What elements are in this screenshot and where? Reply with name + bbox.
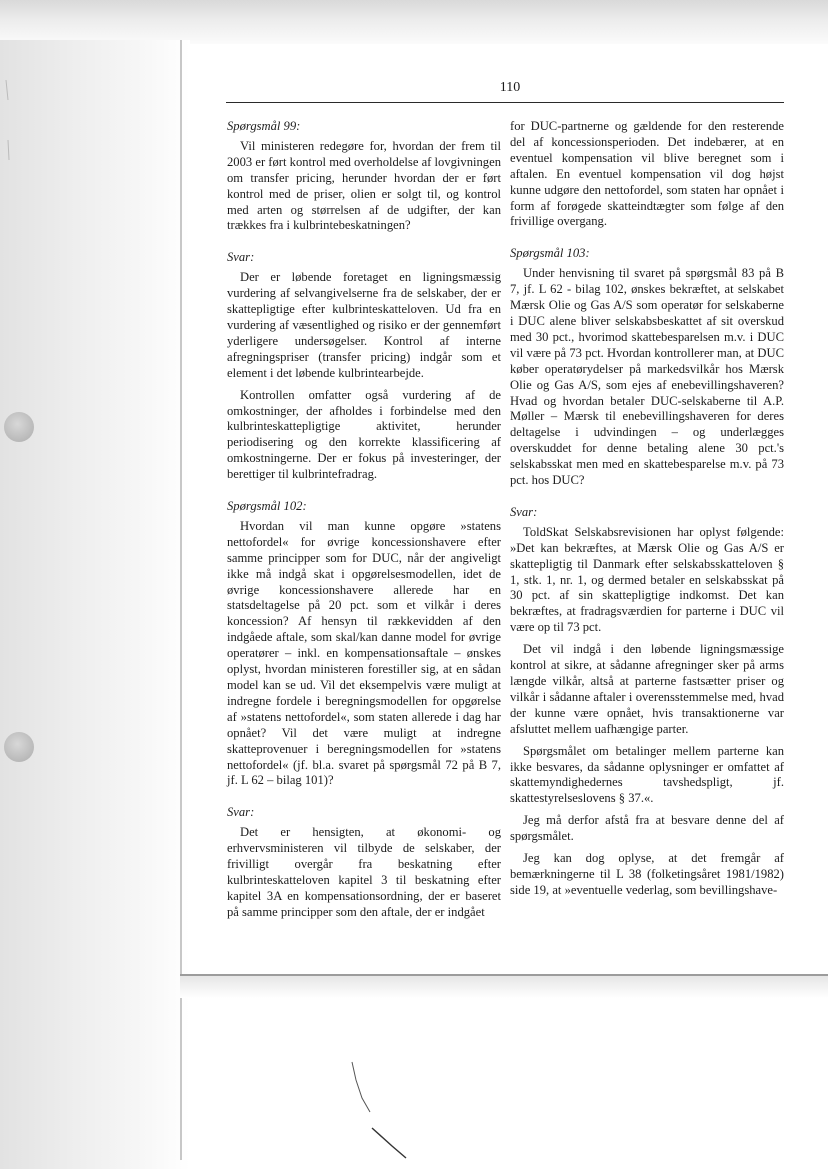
answer-103-paragraph-2: Det vil indgå i den løbende ligningsmæssige kontrol at sikre, at sådanne afregninger sker på arms længde vilkår, altså at parterne fastsætter priser og vilkår i sådanne aftaler i overensstemmelse med, hvad der kunne være opnået, hvis transaktionerne var afsluttet mellem uafhængige parter. bbox=[510, 642, 784, 736]
answer-103-paragraph-3: Spørgsmålet om betalinger mellem parterne kan ikke besvares, da sådanne oplysninger er omfattet af skattemyndighedernes tavshedspligt, jf. skattestyrelseslovens § 37.«. bbox=[510, 743, 784, 806]
answer-99-paragraph-1: Der er løbende foretaget en ligningsmæssig vurdering af selvangivelserne fra de selskaber, der er skattepligtige efter kulbrinteskatteloven. Ud fra en vurdering af væsentlighed og risiko er der gennemført yderligere undersøgelser. Kontrol af interne afregningspriser (transfer pricing) indgår som et element i det løbende kulbrintearbejde. bbox=[227, 270, 501, 380]
answer-102-paragraph-1: Det er hensigten, at økonomi- og erhvervsministeren vil tilbyde de selskaber, der frivilligt overgår fra beskatning efter kulbrinteskatteloven kapitel 3 til beskatning efter kapitel 3A en kompensationsordning, der er baseret på samme principper som den aftale, der er indgået bbox=[227, 825, 501, 919]
answer-103-paragraph-5: Jeg kan dog oplyse, at det fremgår af bemærkningerne til L 38 (folketingsåret 1981/1982) side 19, at »eventuelle vederlag, som bevillingshave- bbox=[510, 851, 784, 897]
page-number: 110 bbox=[499, 80, 521, 95]
answer-99-paragraph-2: Kontrollen omfatter også vurdering af de omkostninger, der afholdes i forbindelse med den kulbrinteskattepligtige aktivitet, herunder periodisering og den korrekte klassificering af omkostningerne. Der er fokus på investeringer, der berettiger til kulbrintefradrag. bbox=[227, 387, 501, 482]
question-102-text: Hvordan vil man kunne opgøre »statens nettofordel« for øvrige koncessionshavere efter samme principper som for DUC, når der angiveligt ikke må indgå skat i opgørelsesmodellen, idet de øvrige koncessionshavere allerede har en statsdeltagelse på 20 pct. som et vilkår i deres koncession? Af hensyn til rækkevidden af den indgåede aftale, som skal/kan danne model for øvrige operatører – inkl. en kompensationsaftale – ønskes oplyst, hvordan ministeren forestiller sig, at en sådan model kan se ud. Vil det eksempelvis være muligt at indregne fordele i beregningsmodellen for opgørelse af »statens nettofordel«, som staten allerede i dag har opnået? Vil det være muligt at indregne skatteprovenuer i beregningsmodellen for »statens nettofordel« (jf. bl.a. svaret på spørgsmål 72 på B 7, jf. L 62 – bilag 101)? bbox=[227, 518, 501, 788]
left-column bbox=[227, 119, 501, 927]
question-103-text: Under henvisning til svaret på spørgsmål 83 på B 7, jf. L 62 - bilag 102, ønskes bekræftet, at selskabet Mærsk Olie og Gas A/S som operatør for selskaberne i DUC alene bliver selskabsbeskattet af sit overskud med 30 pct., hvorimod skattebesparelsen m.v. i DUC vil være på 73 pct. Hvordan kontrollerer man, at DUC køber operatørydelser på markedsvilkår hos Mærsk Olie og Gas A/S, som ejes af enebevillingshaveren? Hvad og hvordan betaler DUC-selskaberne til A.P. Møller – Mærsk til enebevillingshaveren for deres deltagelse i udvindingen – og underlægges overskuddet for denne betaling alene 30 pct.'s selskabsskat men med en skattebesparelse m.v. på 73 pct. hos DUC? bbox=[510, 266, 784, 488]
question-102-label: Spørgsmål 102: bbox=[227, 499, 307, 514]
answer-103-label: Svar: bbox=[510, 504, 538, 519]
answer-103-paragraph-1: ToldSkat Selskabsrevisionen har oplyst følgende: »Det kan bekræftes, at Mærsk Olie og Gas A/S er skattepligtig til Danmark efter selskabsskatteloven § 1, stk. 1, nr. 1, og dermed betaler en selskabsskat på 30 pct. af sin skattepligtige indkomst. Det kan bekræftes, at fradragsværdien for parterne i DUC vil være op til 73 pct. bbox=[510, 524, 784, 635]
question-99-text: Vil ministeren redegøre for, hvordan der frem til 2003 er ført kontrol med overholdelse af lovgivningen om transfer pricing, herunder hvordan der er ført kontrol med de priser, olien er solgt til, og kontrol med arten og størrelsen af de udgifter, der kan trækkes fra i kulbrintebeskatningen? bbox=[227, 138, 501, 233]
answer-102-continuation: for DUC-partnerne og gældende for den resterende del af koncessionsperioden. Det indebærer, at en eventuel kompensation vil blive beregnet som i aftalen. En eventuel kompensation vil dog højst kunne udgøre den nettofordel, som staten har opnået i form af forøgede skatteindtægter som følge af den frivillige overgang. bbox=[510, 119, 784, 229]
answer-103-paragraph-4: Jeg må derfor afstå fra at besvare denne del af spørgsmålet. bbox=[510, 813, 784, 844]
answer-102-label: Svar: bbox=[227, 805, 255, 820]
question-99-label: Spørgsmål 99: bbox=[227, 119, 301, 133]
right-column bbox=[510, 119, 784, 905]
question-103-label: Spørgsmål 103: bbox=[510, 246, 590, 261]
answer-99-label: Svar: bbox=[227, 250, 255, 265]
header-rule bbox=[226, 102, 784, 103]
